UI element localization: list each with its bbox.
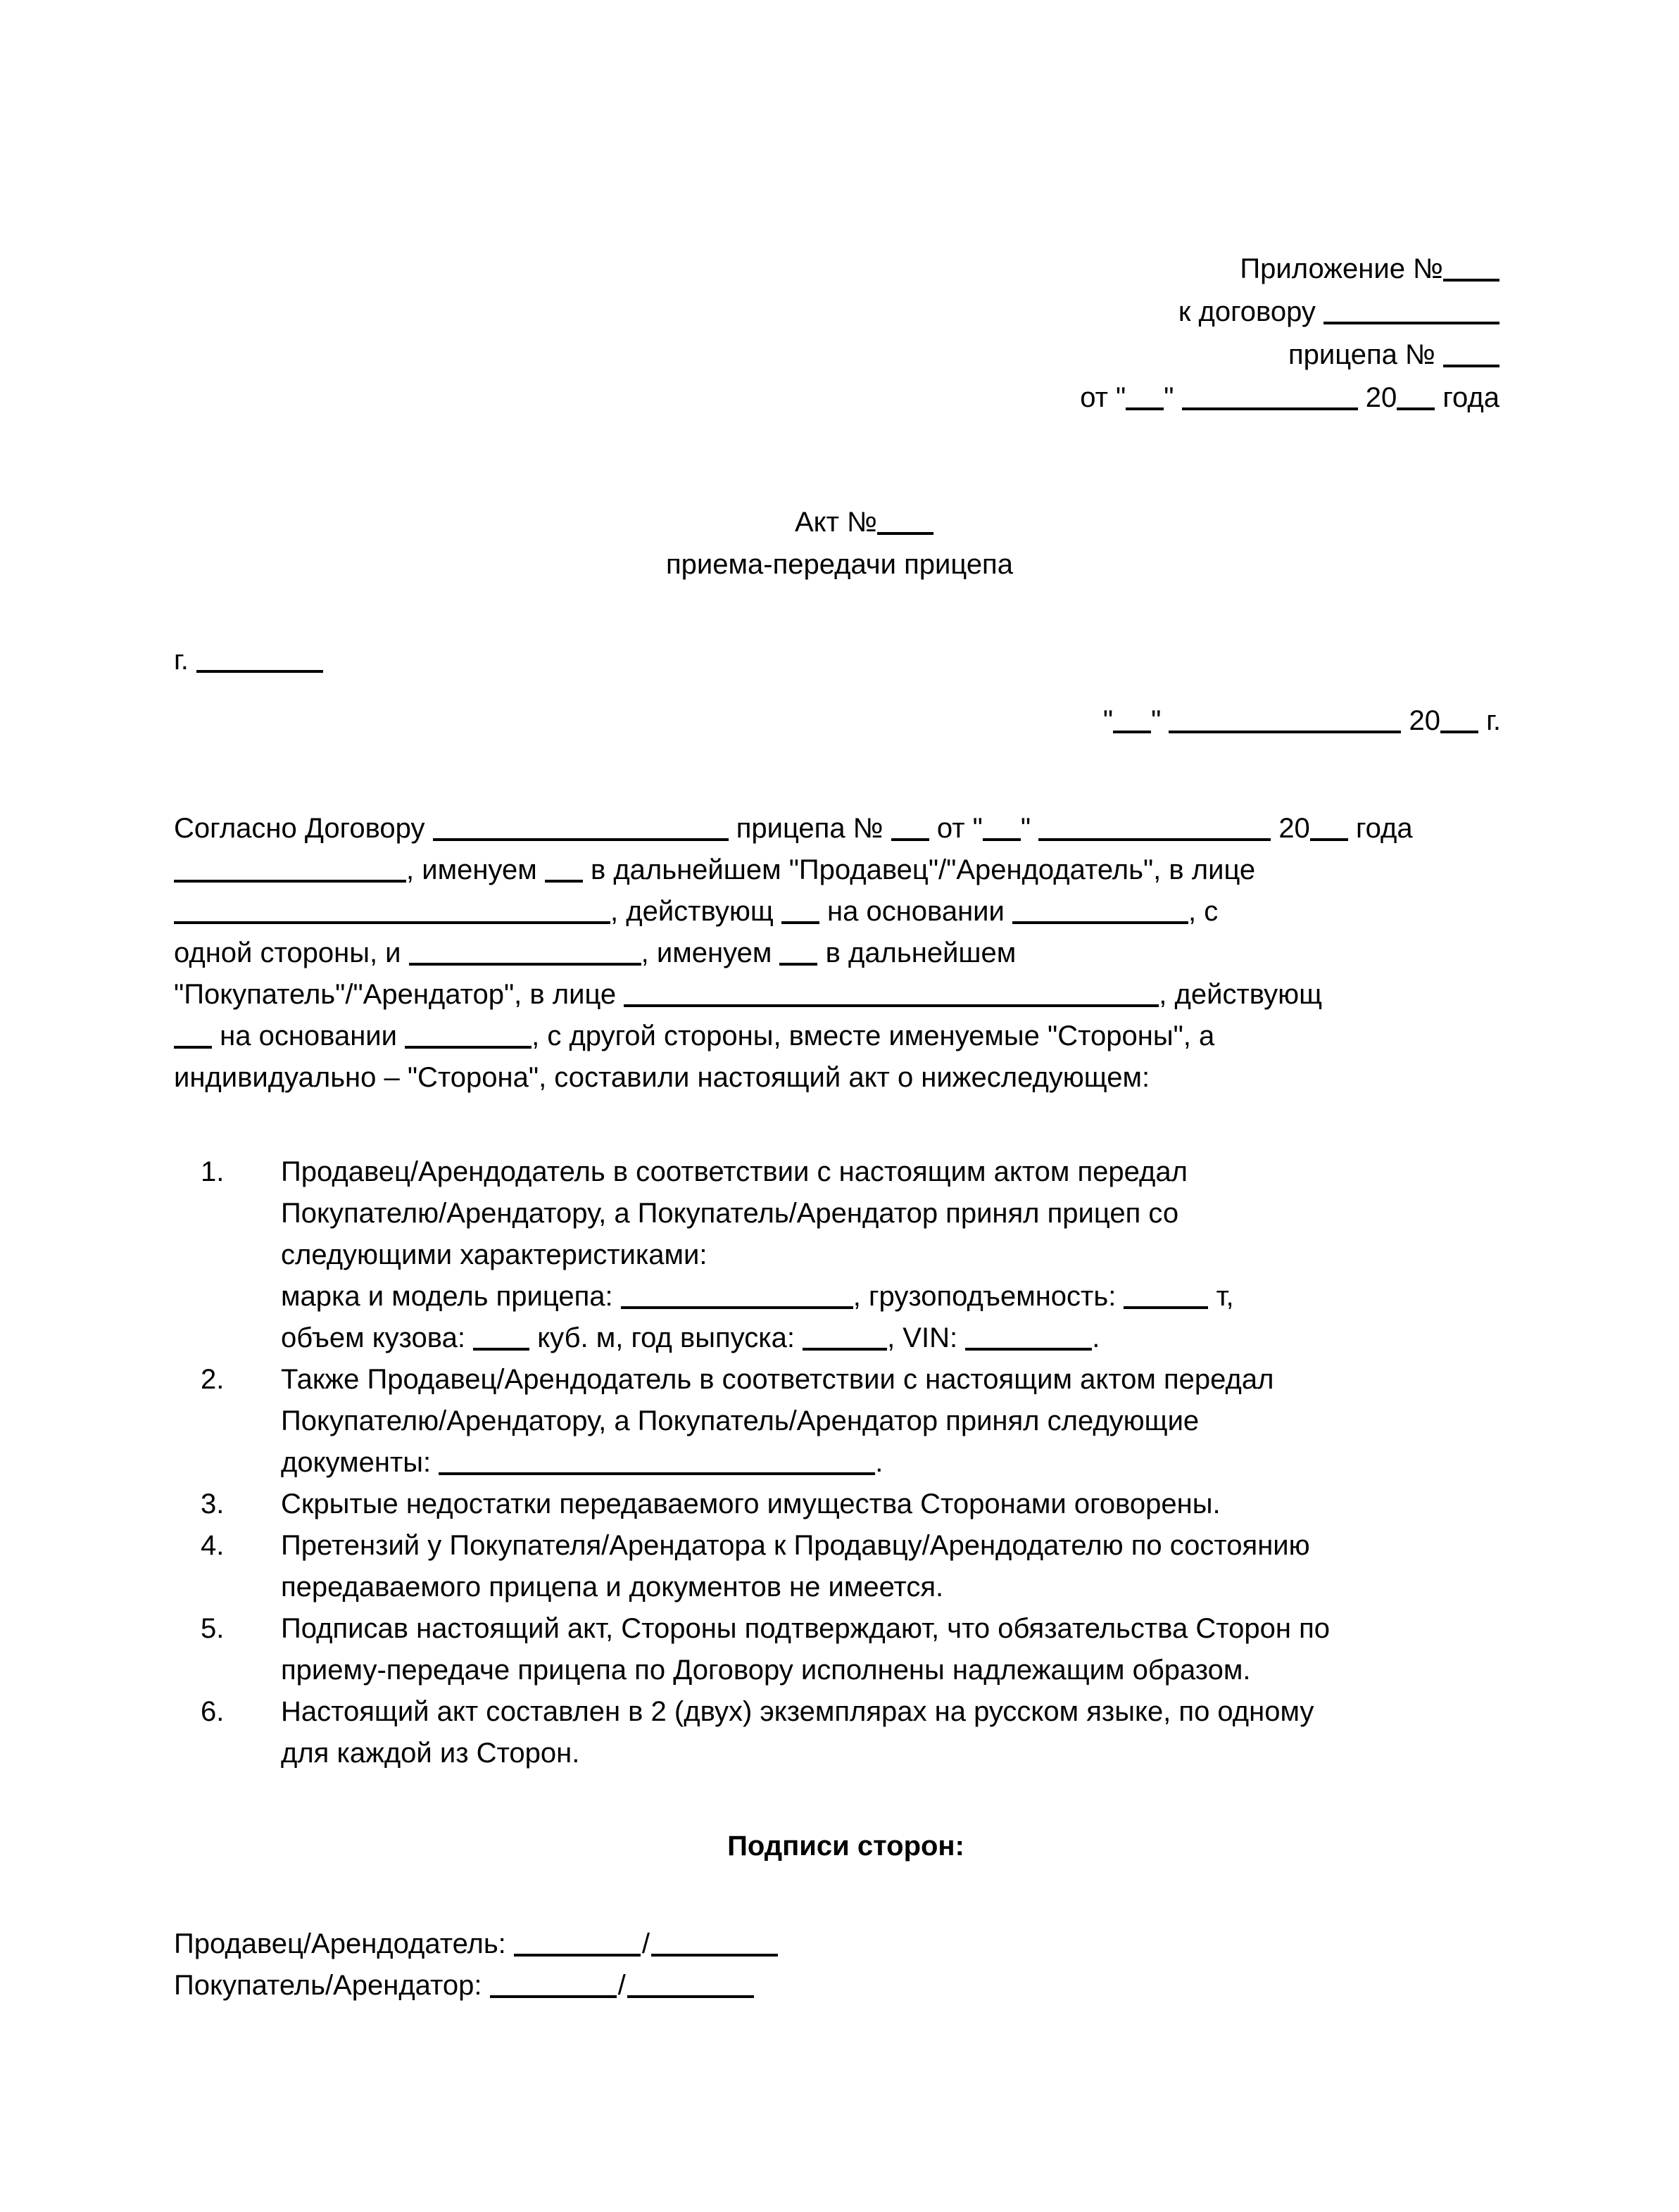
title-act-label: Акт № [795, 507, 877, 538]
title-act-number-line [0, 501, 1679, 543]
documents-blank[interactable] [439, 1446, 875, 1475]
date-suffix: г. [1486, 705, 1501, 736]
clause-item-3 [174, 1484, 1482, 1525]
preamble-seller-role-label: в дальнейшем "Продавец"/"Арендодатель", в лице [590, 854, 1256, 885]
header-date-month-blank[interactable] [1182, 381, 1358, 410]
preamble-line-4 [174, 933, 1482, 974]
trailer-vin-blank[interactable] [965, 1321, 1092, 1351]
preamble-quote-close: " [1020, 813, 1031, 844]
buyer-basis-blank[interactable] [405, 1019, 532, 1049]
buyer-signature-label: Покупатель/Арендатор: [174, 1970, 482, 2001]
date-year-blank[interactable] [1440, 704, 1478, 733]
clause-number-3: 3. [201, 1489, 225, 1519]
header-date-year-prefix: 20 [1365, 382, 1397, 413]
documents-period: . [875, 1447, 883, 1478]
clause-1-line-2: Покупателю/Арендатору, а Покупатель/Арендатор принял прицеп со [281, 1198, 1179, 1229]
clause-2-documents-line [281, 1442, 1482, 1484]
date-quote-open: " [1102, 705, 1114, 736]
buyer-representative-blank[interactable] [624, 978, 1159, 1007]
clause-1-line-3: следующими характеристиками: [281, 1239, 708, 1270]
trailer-volume-blank[interactable] [473, 1321, 529, 1351]
clause-item-5 [174, 1608, 1482, 1691]
buyer-named-suffix-blank[interactable] [779, 936, 817, 966]
seller-acting-suffix-blank[interactable] [781, 895, 819, 924]
seller-basis-blank[interactable] [1012, 895, 1188, 924]
clause-5-line-2: приему-передаче прицепа по Договору исполнены надлежащим образом. [281, 1655, 1251, 1686]
trailer-capacity-label: , грузоподъемность: [853, 1281, 1117, 1312]
preamble-trailer-number-blank[interactable] [891, 811, 929, 841]
clause-body-2 [281, 1359, 1482, 1484]
header-date-day-blank[interactable] [1126, 381, 1164, 410]
trailer-vin-label: , VIN: [887, 1322, 958, 1353]
preamble-contract-blank[interactable] [433, 811, 729, 841]
city-label: г. [174, 645, 189, 676]
seller-signature-label: Продавец/Арендодатель: [174, 1928, 506, 1959]
trailer-capacity-blank[interactable] [1124, 1279, 1208, 1309]
clause-1-spec-line-1 [281, 1276, 1482, 1317]
buyer-signature-separator: / [617, 1970, 626, 2001]
trailer-capacity-unit: т, [1216, 1281, 1234, 1312]
clause-item-2 [174, 1359, 1482, 1484]
clause-number-5: 5. [201, 1613, 225, 1644]
header-trailer-number-blank[interactable] [1443, 338, 1499, 367]
preamble-named-label-2: , именуем [641, 937, 772, 968]
preamble-basis-label-2: на основании [220, 1020, 397, 1051]
documents-label: документы: [281, 1447, 432, 1478]
clause-6-line-1: Настоящий акт составлен в 2 (двух) экземплярах на русском языке, по одному [281, 1696, 1314, 1727]
city-blank[interactable] [196, 643, 323, 673]
clause-body-6 [281, 1691, 1482, 1774]
header-line-appendix-number [704, 248, 1499, 291]
preamble-hereinafter-label: в дальнейшем [825, 937, 1017, 968]
trailer-volume-label: объем кузова: [281, 1322, 465, 1353]
trailer-make-model-blank[interactable] [621, 1279, 853, 1309]
clause-2-line-2: Покупателю/Арендатору, а Покупатель/Арендатор принял следующие [281, 1405, 1200, 1436]
preamble-day-blank[interactable] [983, 811, 1021, 841]
trailer-make-model-label: марка и модель прицепа: [281, 1281, 613, 1312]
clause-3-line-1: Скрытые недостатки передаваемого имущества Сторонами оговорены. [281, 1489, 1221, 1519]
clause-number-1: 1. [201, 1156, 225, 1187]
header-contract-label: к договору [1178, 296, 1316, 327]
seller-named-suffix-blank[interactable] [545, 853, 583, 883]
date-field [174, 700, 1501, 742]
date-day-blank[interactable] [1113, 704, 1151, 733]
preamble-paragraph [174, 808, 1482, 1099]
title-subtitle: приема-передачи прицепа [666, 549, 1013, 580]
header-date-suffix: года [1442, 382, 1499, 413]
preamble-otherside-label: , с другой стороны, вместе именуемые "Стороны", а [532, 1020, 1215, 1051]
header-contract-blank[interactable] [1323, 295, 1499, 324]
page-title [0, 501, 1679, 586]
clause-item-1 [174, 1151, 1482, 1359]
signature-row-buyer [174, 1965, 1482, 2006]
buyer-signature-blank[interactable] [490, 1968, 617, 1998]
signatures-block [174, 1923, 1482, 2006]
preamble-line-1 [174, 808, 1482, 849]
preamble-acting-label-2: , действующ [1159, 979, 1323, 1010]
seller-representative-blank[interactable] [174, 895, 610, 924]
header-line-date [704, 377, 1499, 419]
preamble-line-7: индивидуально – "Сторона", составили настоящий акт о нижеследующем: [174, 1062, 1150, 1093]
clause-1-spec-line-2 [281, 1317, 1482, 1359]
header-appendix-label: Приложение № [1240, 253, 1443, 284]
header-date-quote-close: " [1164, 382, 1174, 413]
appendix-header-block [704, 248, 1499, 419]
header-date-year-blank[interactable] [1397, 381, 1435, 410]
seller-signature-separator: / [641, 1928, 650, 1959]
preamble-trailer-label: прицепа № [736, 813, 883, 844]
clause-1-line-1: Продавец/Арендодатель в соответствии с настоящим актом передал [281, 1156, 1188, 1187]
clause-4-line-2: передаваемого прицепа и документов не имеется. [281, 1572, 944, 1603]
buyer-name-blank[interactable] [409, 936, 641, 966]
preamble-basis-label: на основании [827, 896, 1005, 927]
signatures-heading: Подписи сторон: [727, 1831, 964, 1862]
trailer-spec-period: . [1092, 1322, 1100, 1353]
city-date-row [174, 639, 1501, 742]
clause-body-3 [281, 1484, 1482, 1525]
clause-6-line-2: для каждой из Сторон. [281, 1738, 580, 1769]
seller-signature-blank[interactable] [514, 1927, 641, 1957]
header-line-contract [704, 291, 1499, 334]
trailer-year-blank[interactable] [803, 1321, 887, 1351]
preamble-buyer-role-label: "Покупатель"/"Арендатор", в лице [174, 979, 617, 1010]
trailer-volume-unit-year-label: куб. м, год выпуска: [537, 1322, 795, 1353]
clause-list [174, 1151, 1482, 1774]
buyer-acting-suffix-blank[interactable] [174, 1019, 212, 1049]
preamble-line-3 [174, 891, 1482, 933]
clause-4-line-1: Претензий у Покупателя/Арендатора к Продавцу/Арендодателю по состоянию [281, 1530, 1310, 1561]
seller-name-blank[interactable] [174, 853, 406, 883]
preamble-from-label: от " [936, 813, 983, 844]
preamble-comma-s: , с [1188, 896, 1219, 927]
clause-body-1 [281, 1151, 1482, 1359]
clause-number-2: 2. [201, 1364, 225, 1395]
header-line-trailer-number [704, 334, 1499, 377]
preamble-named-label: , именуем [406, 854, 537, 885]
clause-number-4: 4. [201, 1530, 225, 1561]
clause-body-4 [281, 1525, 1482, 1608]
clause-item-4 [174, 1525, 1482, 1608]
preamble-year-suffix: года [1355, 813, 1413, 844]
clause-body-5 [281, 1608, 1482, 1691]
preamble-year-prefix: 20 [1278, 813, 1310, 844]
header-trailer-label: прицепа № [1288, 339, 1435, 370]
preamble-according-label: Согласно Договору [174, 813, 425, 844]
clause-5-line-1: Подписав настоящий акт, Стороны подтверждают, что обязательства Сторон по [281, 1613, 1330, 1644]
header-appendix-number-blank[interactable] [1443, 252, 1499, 282]
seller-name-print-blank[interactable] [651, 1927, 778, 1957]
preamble-oneside-label: одной стороны, и [174, 937, 401, 968]
date-month-blank[interactable] [1169, 704, 1401, 733]
clause-2-line-1: Также Продавец/Арендодатель в соответствии с настоящим актом передал [281, 1364, 1274, 1395]
preamble-line-6 [174, 1016, 1482, 1057]
city-field [174, 639, 1501, 681]
preamble-line-2 [174, 849, 1482, 891]
preamble-month-blank[interactable] [1038, 811, 1271, 841]
buyer-name-print-blank[interactable] [627, 1968, 754, 1998]
title-act-number-blank[interactable] [877, 505, 933, 535]
clause-number-6: 6. [201, 1696, 225, 1727]
date-year-prefix: 20 [1409, 705, 1441, 736]
signature-row-seller [174, 1923, 1482, 1965]
preamble-line-5 [174, 974, 1482, 1016]
preamble-year-blank[interactable] [1310, 811, 1348, 841]
clause-item-6 [174, 1691, 1482, 1774]
header-date-prefix: от " [1080, 382, 1126, 413]
preamble-acting-label: , действующ [610, 896, 774, 927]
date-quote-close: " [1151, 705, 1162, 736]
